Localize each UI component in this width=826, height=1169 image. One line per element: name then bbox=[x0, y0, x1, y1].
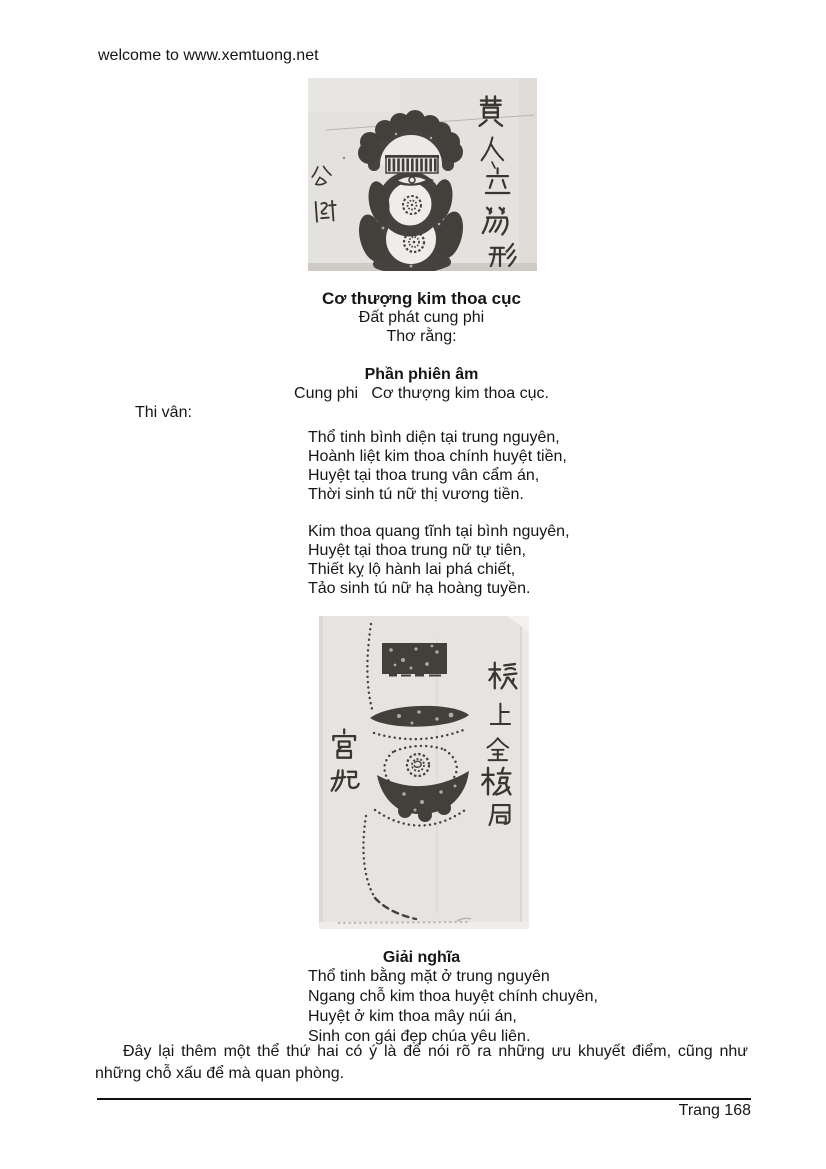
verse-line: Thiết kỵ lộ hành lai phá chiết, bbox=[308, 561, 516, 578]
figure1-scan bbox=[308, 78, 537, 271]
figure2-scan bbox=[319, 616, 529, 929]
section-subtitle: Đất phát cung phi bbox=[358, 309, 485, 326]
site-header: welcome to www.xemtuong.net bbox=[98, 47, 319, 64]
phonetic-heading: Phần phiên âm bbox=[364, 366, 479, 383]
stanza-2 bbox=[308, 522, 570, 598]
stanza-1 bbox=[308, 428, 567, 504]
meaning-line: Thổ tinh bằng mặt ở trung nguyên bbox=[308, 968, 550, 985]
thi-van-label: Thi vân: bbox=[135, 404, 192, 421]
page-number: Trang 168 bbox=[678, 1102, 751, 1119]
verse-line: Huyệt tại thoa trung nữ tự tiên, bbox=[308, 542, 526, 559]
verse-line: Hoành liệt kim thoa chính huyệt tiền, bbox=[308, 448, 567, 465]
verse-line: Thổ tinh bình diện tại trung nguyên, bbox=[308, 429, 560, 446]
meaning-line: Ngang chỗ kim thoa huyệt chính chuyên, bbox=[308, 988, 598, 1005]
verse-intro: Thơ rằng: bbox=[386, 328, 457, 345]
footer-rule bbox=[97, 1098, 751, 1100]
verse-line: Kim thoa quang tĩnh tại bình nguyên, bbox=[308, 523, 570, 540]
meaning-line: Sinh con gái đẹp chúa yêu liên. bbox=[308, 1028, 531, 1045]
verse-line: Huyệt tại thoa trung vân cẩm án, bbox=[308, 467, 540, 484]
meaning-heading: Giải nghĩa bbox=[382, 949, 461, 966]
verse-line: Tảo sinh tú nữ hạ hoàng tuyền. bbox=[308, 580, 531, 597]
phonetic-line: Cung phi Cơ thượng kim thoa cục. bbox=[294, 385, 549, 402]
meaning-line: Huyệt ở kim thoa mây núi án, bbox=[308, 1008, 517, 1025]
verse-line: Thời sinh tú nữ thị vương tiền. bbox=[308, 486, 524, 503]
section-title: Cơ thượng kim thoa cục bbox=[322, 289, 521, 308]
meaning-lines bbox=[308, 967, 598, 1047]
shuttle-block bbox=[382, 643, 447, 677]
hat-band bbox=[385, 155, 439, 173]
closing-paragraph: Đây lại thêm một thể thứ hai có ý là để nói rõ ra những ưu khuyết điểm, cũng như những chỗ xấu để mà quan phòng. bbox=[95, 1043, 748, 1082]
